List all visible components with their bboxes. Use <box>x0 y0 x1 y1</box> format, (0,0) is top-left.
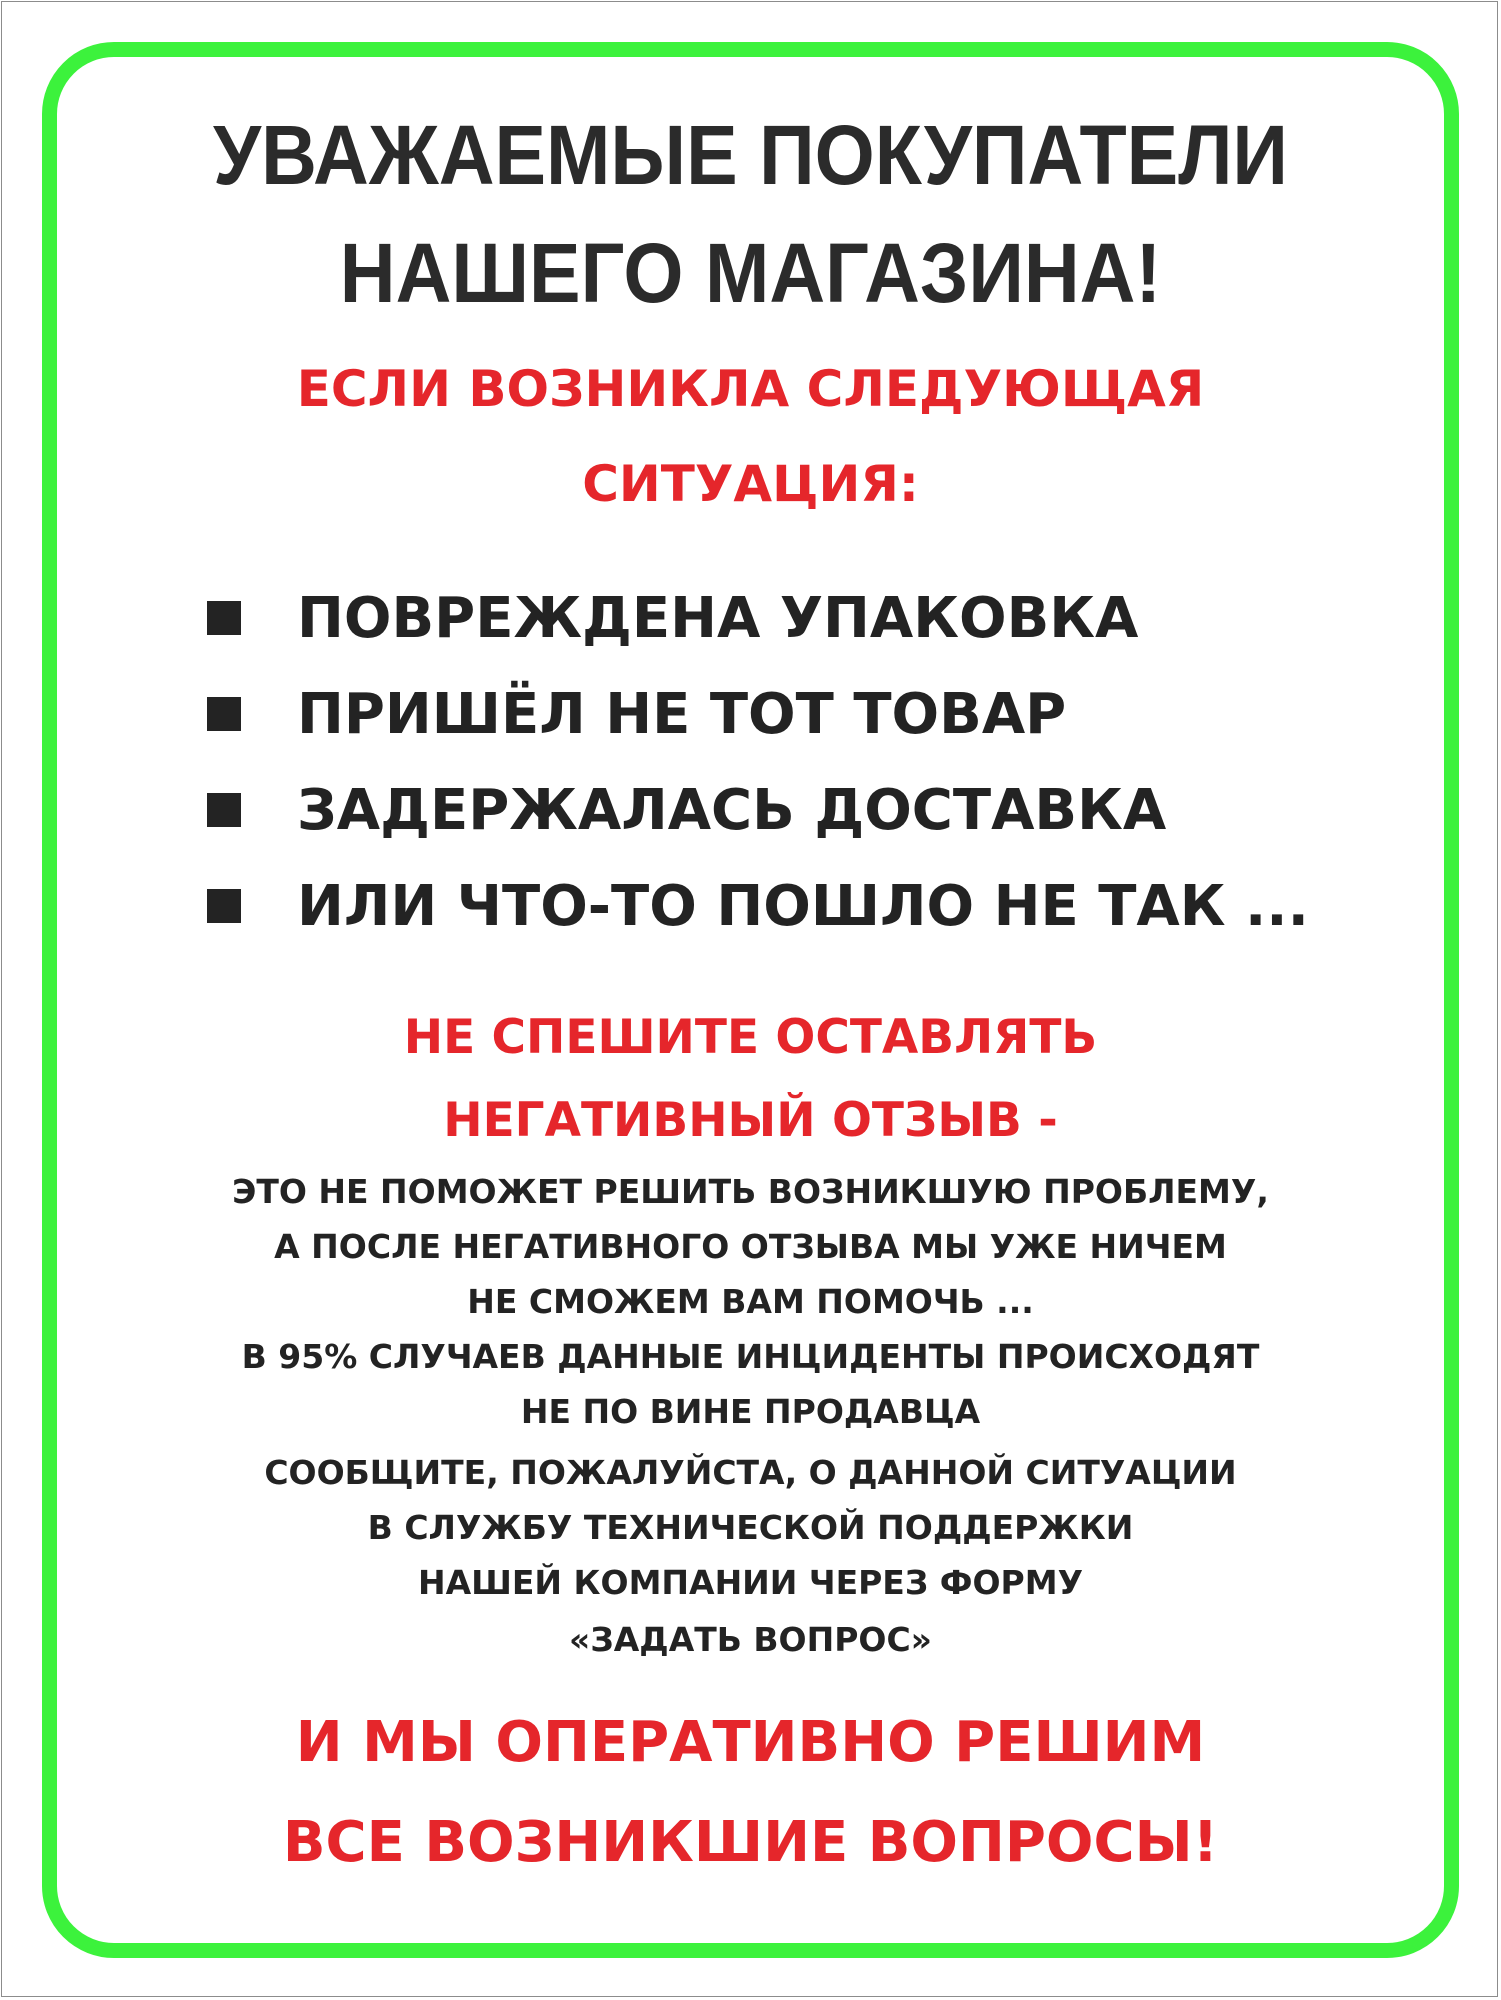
green-rounded-frame <box>42 42 1459 1958</box>
situation-list <box>207 570 1309 954</box>
square-bullet-icon <box>207 793 241 827</box>
footer-line-1: И МЫ ОПЕРАТИВНО РЕШИМ <box>295 1710 1206 1775</box>
body-text-line: НЕ СМОЖЕМ ВАМ ПОМОЧЬ ... <box>467 1282 1034 1321</box>
body-text-line: В СЛУЖБУ ТЕХНИЧЕСКОЙ ПОДДЕРЖКИ <box>367 1508 1134 1547</box>
square-bullet-icon <box>207 697 241 731</box>
situation-heading-line-1: ЕСЛИ ВОЗНИКЛА СЛЕДУЮЩАЯ <box>296 360 1205 418</box>
body-text-line: СООБЩИТЕ, ПОЖАЛУЙСТА, О ДАННОЙ СИТУАЦИИ <box>264 1453 1237 1492</box>
list-item-text: ПРИШЁЛ НЕ ТОТ ТОВАР <box>297 681 1067 747</box>
list-item-text: ПОВРЕЖДЕНА УПАКОВКА <box>297 585 1139 651</box>
title-line-1: УВАЖАЕМЫЕ ПОКУПАТЕЛИ <box>213 108 1288 202</box>
ask-question-form-name: «ЗАДАТЬ ВОПРОС» <box>569 1620 932 1659</box>
list-item <box>207 666 1309 762</box>
title-line-2: НАШЕГО МАГАЗИНА! <box>339 226 1162 320</box>
list-item <box>207 858 1309 954</box>
list-item-text: ИЛИ ЧТО-ТО ПОШЛО НЕ ТАК ... <box>297 873 1309 939</box>
list-item <box>207 762 1309 858</box>
list-item <box>207 570 1309 666</box>
body-text-line: В 95% СЛУЧАЕВ ДАННЫЕ ИНЦИДЕНТЫ ПРОИСХОДЯТ <box>241 1337 1260 1376</box>
body-text-line: НЕ ПО ВИНЕ ПРОДАВЦА <box>520 1392 981 1431</box>
body-text-line: ЭТО НЕ ПОМОЖЕТ РЕШИТЬ ВОЗНИКШУЮ ПРОБЛЕМУ, <box>232 1172 1269 1211</box>
body-text-line: А ПОСЛЕ НЕГАТИВНОГО ОТЗЫВА МЫ УЖЕ НИЧЕМ <box>274 1227 1227 1266</box>
warning-line-2: НЕГАТИВНЫЙ ОТЗЫВ - <box>443 1093 1058 1148</box>
footer-line-2: ВСЕ ВОЗНИКШИЕ ВОПРОСЫ! <box>282 1810 1219 1875</box>
body-text-line: НАШЕЙ КОМПАНИИ ЧЕРЕЗ ФОРМУ <box>417 1563 1084 1602</box>
list-item-text: ЗАДЕРЖАЛАСЬ ДОСТАВКА <box>297 777 1167 843</box>
square-bullet-icon <box>207 601 241 635</box>
square-bullet-icon <box>207 889 241 923</box>
warning-line-1: НЕ СПЕШИТЕ ОСТАВЛЯТЬ <box>403 1010 1098 1065</box>
situation-heading-line-2: СИТУАЦИЯ: <box>582 455 919 513</box>
